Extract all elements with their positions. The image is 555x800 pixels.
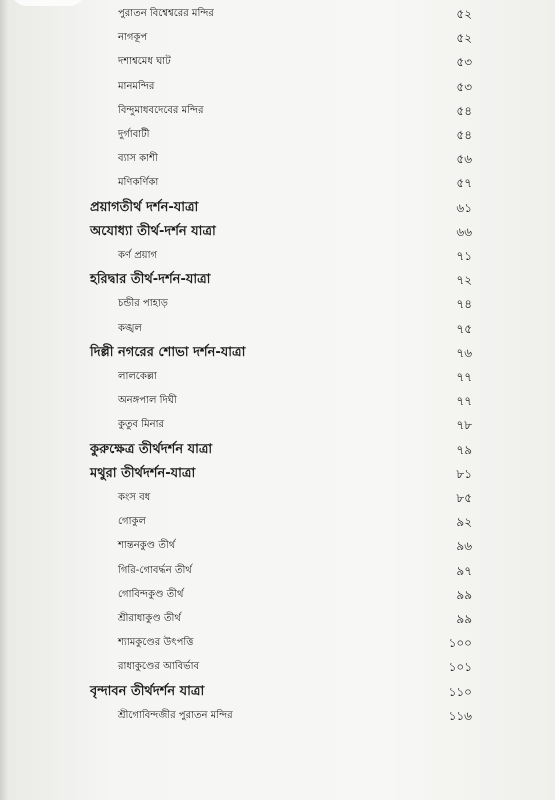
toc-entry-page-number: ৫২	[456, 31, 472, 46]
toc-entry-page-number: ৮১	[456, 466, 472, 481]
toc-entry-title: ব্যাস কাশী	[118, 153, 158, 165]
toc-entry-title: দিল্লী নগরের শোভা দর্শন-যাত্রা	[90, 344, 246, 360]
toc-entry-page-number: ৫২	[456, 7, 472, 21]
toc-entry-title: গোবিন্দকুণ্ড তীর্থ	[118, 588, 184, 600]
toc-entry	[0, 268, 555, 292]
toc-entry-title: দশাশ্বমেধ ঘাট	[118, 56, 171, 68]
toc-entry	[0, 292, 555, 316]
toc-entry	[0, 341, 555, 365]
toc-entry-title: নাগকূপ	[118, 32, 148, 44]
toc-entry	[0, 317, 555, 341]
toc-entry-title: শ্রীরাধাকুণ্ড তীর্থ	[118, 613, 181, 624]
toc-entry-title: বিন্দুমাধবদেবের মন্দির	[118, 104, 204, 116]
toc-entry-page-number: ৯৯	[456, 612, 472, 626]
toc-entry	[0, 462, 555, 486]
toc-entry-title: কুতুব মিনার	[118, 419, 165, 431]
toc-entry	[0, 486, 555, 510]
toc-entry-page-number: ১১০	[448, 684, 472, 699]
toc-entry-title: মথুরা তীর্থদর্শন-যাত্রা	[90, 465, 196, 481]
toc-entry	[0, 99, 555, 123]
toc-entry-title: শ্যামকুণ্ডের উৎপত্তি	[118, 637, 194, 649]
toc-entry-page-number: ৭২	[456, 273, 472, 288]
toc-entry	[0, 147, 555, 171]
toc-entry-page-number: ১০১	[448, 660, 472, 675]
toc-entry-title: প্রয়াগতীর্থ দর্শন-যাত্রা	[90, 199, 199, 215]
toc-entry	[0, 2, 555, 26]
toc-entry	[0, 75, 555, 99]
toc-entry	[0, 607, 555, 631]
toc-entry-title: কর্ণ প্রয়াগ	[118, 250, 158, 261]
toc-entry	[0, 244, 555, 268]
toc-entry-page-number: ৬৬	[456, 224, 472, 239]
toc-entry-title: শান্তনকুণ্ড তীর্থ	[118, 540, 176, 552]
toc-entry-title: হরিদ্বার তীর্থ-দর্শন-যাত্রা	[90, 272, 211, 288]
toc-entry	[0, 220, 555, 244]
toc-entry	[0, 413, 555, 437]
toc-entry-page-number: ৯৯	[456, 587, 472, 602]
toc-entry-title: পুরাতন বিশ্বেশ্বরের মন্দির	[118, 8, 214, 19]
toc-entry-page-number: ৫৩	[456, 55, 472, 70]
toc-entry	[0, 655, 555, 679]
toc-entry-title: কংস বধ	[118, 492, 151, 503]
toc-entry-title: রাধাকুণ্ডের আবির্ভাব	[118, 661, 200, 673]
toc-entry-page-number: ৫৬	[456, 152, 472, 167]
toc-entry	[0, 704, 555, 728]
toc-entry-title: গিরি-গোবর্দ্ধন তীর্থ	[118, 564, 192, 576]
toc-entry-page-number: ৭৪	[456, 297, 472, 312]
toc-entry-title: চন্ডীর পাহাড়	[118, 298, 168, 310]
toc-entry-page-number: ১০০	[448, 636, 472, 651]
toc-entry-page-number: ৭৫	[456, 321, 472, 336]
toc-entry	[0, 50, 555, 74]
toc-entry	[0, 631, 555, 655]
toc-entry	[0, 123, 555, 147]
toc-entry	[0, 438, 555, 462]
toc-entry-page-number: ৭৯	[456, 442, 472, 457]
toc-entry-title: কঙ্খল	[118, 322, 142, 334]
toc-entry-page-number: ৭৮	[456, 418, 472, 433]
toc-entry-page-number: ৭১	[456, 249, 472, 263]
toc-entry-page-number: ৫৭	[456, 176, 472, 191]
toc-entry-title: শ্রীগোবিন্দজীর পুরাতন মন্দির	[118, 709, 233, 721]
toc-entry-title: বৃন্দাবন তীর্থদর্শন যাত্রা	[90, 683, 205, 699]
toc-entry-page-number: ৭৭	[456, 394, 472, 409]
toc-entry-page-number: ৯৬	[456, 539, 472, 554]
toc-entry	[0, 26, 555, 50]
toc-entry-title: লালকেল্লা	[118, 371, 157, 382]
toc-entry-title: দুর্গাবাটী	[118, 129, 150, 140]
toc-entry-page-number: ৯৭	[456, 563, 472, 578]
toc-entry-page-number: ৭৭	[456, 370, 472, 384]
toc-entry-page-number: ৫৪	[456, 103, 472, 118]
toc-entry	[0, 365, 555, 389]
toc-entry-page-number: ৯২	[456, 515, 472, 530]
toc-entry-title: অনঙ্গপাল দিঘী	[118, 395, 177, 407]
toc-entry	[0, 196, 555, 220]
toc-entry-title: গোকুল	[118, 516, 146, 528]
toc-entry	[0, 559, 555, 583]
toc-entry	[0, 680, 555, 704]
toc-entry-page-number: ৫৪	[456, 128, 472, 142]
toc-entry	[0, 583, 555, 607]
toc-entry-title: মানমন্দির	[118, 80, 155, 92]
toc-entry-title: মণিকর্ণিকা	[118, 177, 159, 189]
toc-entry	[0, 510, 555, 534]
toc-entry-page-number: ৮৫	[456, 491, 472, 505]
toc-entry-page-number: ৫৩	[456, 79, 472, 94]
toc-entry	[0, 389, 555, 413]
toc-entry	[0, 171, 555, 195]
toc-entry-title: অযোধ্যা তীর্থ-দর্শন যাত্রা	[90, 223, 216, 239]
toc-entry-page-number: ৭৬	[456, 345, 472, 360]
toc-entry-page-number: ৬১	[456, 200, 472, 215]
toc-entry-page-number: ১১৬	[448, 708, 472, 723]
toc-entry	[0, 534, 555, 558]
toc-entry-title: কুরুক্ষেত্র তীর্থদর্শন যাত্রা	[90, 441, 213, 457]
